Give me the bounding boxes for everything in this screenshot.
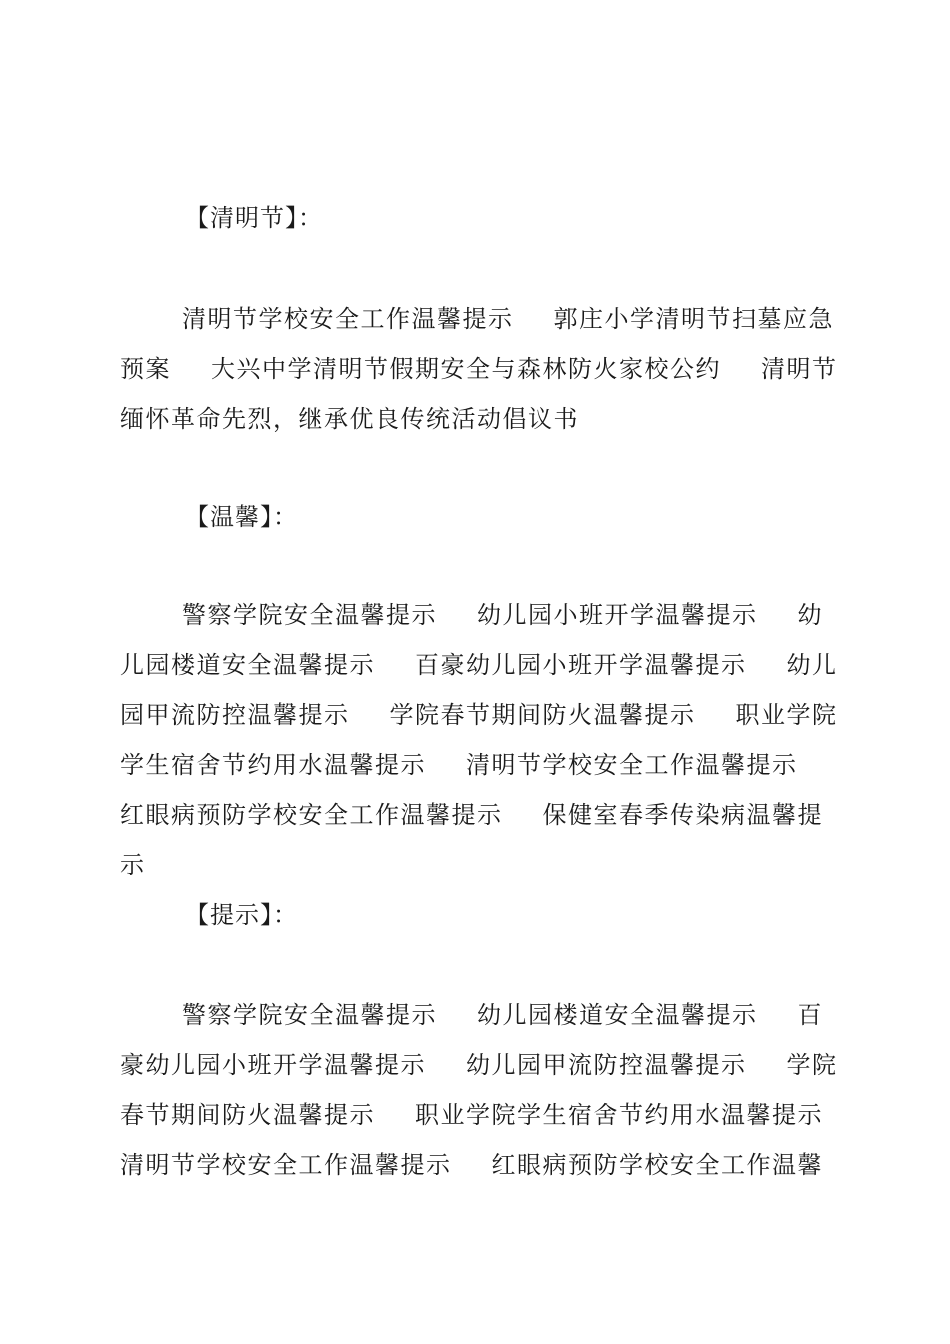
text-line (120, 740, 835, 790)
text-line (120, 1090, 835, 1140)
link-text: 清明节学校安全工作温馨提示 (120, 1151, 452, 1179)
section-body-qingming (120, 294, 838, 444)
link-text: 春节期间防火温馨提示 (120, 1101, 375, 1129)
link-text: 学生宿舍节约用水温馨提示 (120, 751, 426, 779)
link-text: 学院春节期间防火温馨提示 (389, 701, 696, 729)
link-text: 园甲流防控温馨提示 (120, 701, 350, 729)
section-body-wenxin (120, 590, 838, 890)
link-text: 百豪幼儿园小班开学温馨提示 (415, 651, 747, 679)
link-text: 幼儿园楼道安全温馨提示 (477, 1001, 758, 1029)
text-line (120, 690, 838, 740)
link-text: 缅怀革命先烈，继承优良传统活动倡议书 (120, 405, 579, 433)
link-text: 幼儿 (786, 651, 838, 679)
section-heading-tishi: 【提示】： (185, 901, 298, 929)
text-line (120, 294, 835, 344)
text-line (120, 640, 838, 690)
link-text: 豪幼儿园小班开学温馨提示 (120, 1051, 426, 1079)
text-line (120, 1140, 835, 1190)
link-text: 示 (120, 851, 146, 879)
link-text: 郭庄小学清明节扫墓应急 (553, 305, 834, 333)
text-line (120, 590, 835, 640)
link-text: 清明节学校安全工作温馨提示 (466, 751, 798, 779)
section-heading-wenxin: 【温馨】： (185, 503, 298, 531)
link-text: 幼儿园甲流防控温馨提示 (466, 1051, 747, 1079)
link-text: 保健室春季传染病温馨提 (542, 801, 823, 829)
text-line (120, 1040, 838, 1090)
text-line (120, 790, 835, 840)
link-text: 红眼病预防学校安全工作温馨提示 (120, 801, 503, 829)
link-text: 学院 (786, 1051, 838, 1079)
link-text: 清明节学校安全工作温馨提示 (182, 305, 514, 333)
link-text: 红眼病预防学校安全工作温馨 (491, 1151, 823, 1179)
link-text: 警察学院安全温馨提示 (182, 1001, 437, 1029)
link-text: 警察学院安全温馨提示 (182, 601, 437, 629)
text-line (120, 840, 835, 890)
text-line (120, 990, 835, 1040)
link-text: 幼 (797, 601, 823, 629)
link-text: 百 (797, 1001, 823, 1029)
link-text: 大兴中学清明节假期安全与森林防火家校公约 (211, 355, 721, 383)
text-line (120, 394, 835, 444)
link-text: 清明节 (761, 355, 838, 383)
link-text: 儿园楼道安全温馨提示 (120, 651, 375, 679)
link-text: 职业学院学生宿舍节约用水温馨提示 (415, 1101, 823, 1129)
section-heading-qingming: 【清明节】： (185, 204, 323, 232)
link-text: 幼儿园小班开学温馨提示 (477, 601, 758, 629)
text-line (120, 344, 838, 394)
link-text: 预案 (120, 355, 171, 383)
link-text: 职业学院 (735, 701, 838, 729)
section-body-tishi (120, 990, 838, 1190)
